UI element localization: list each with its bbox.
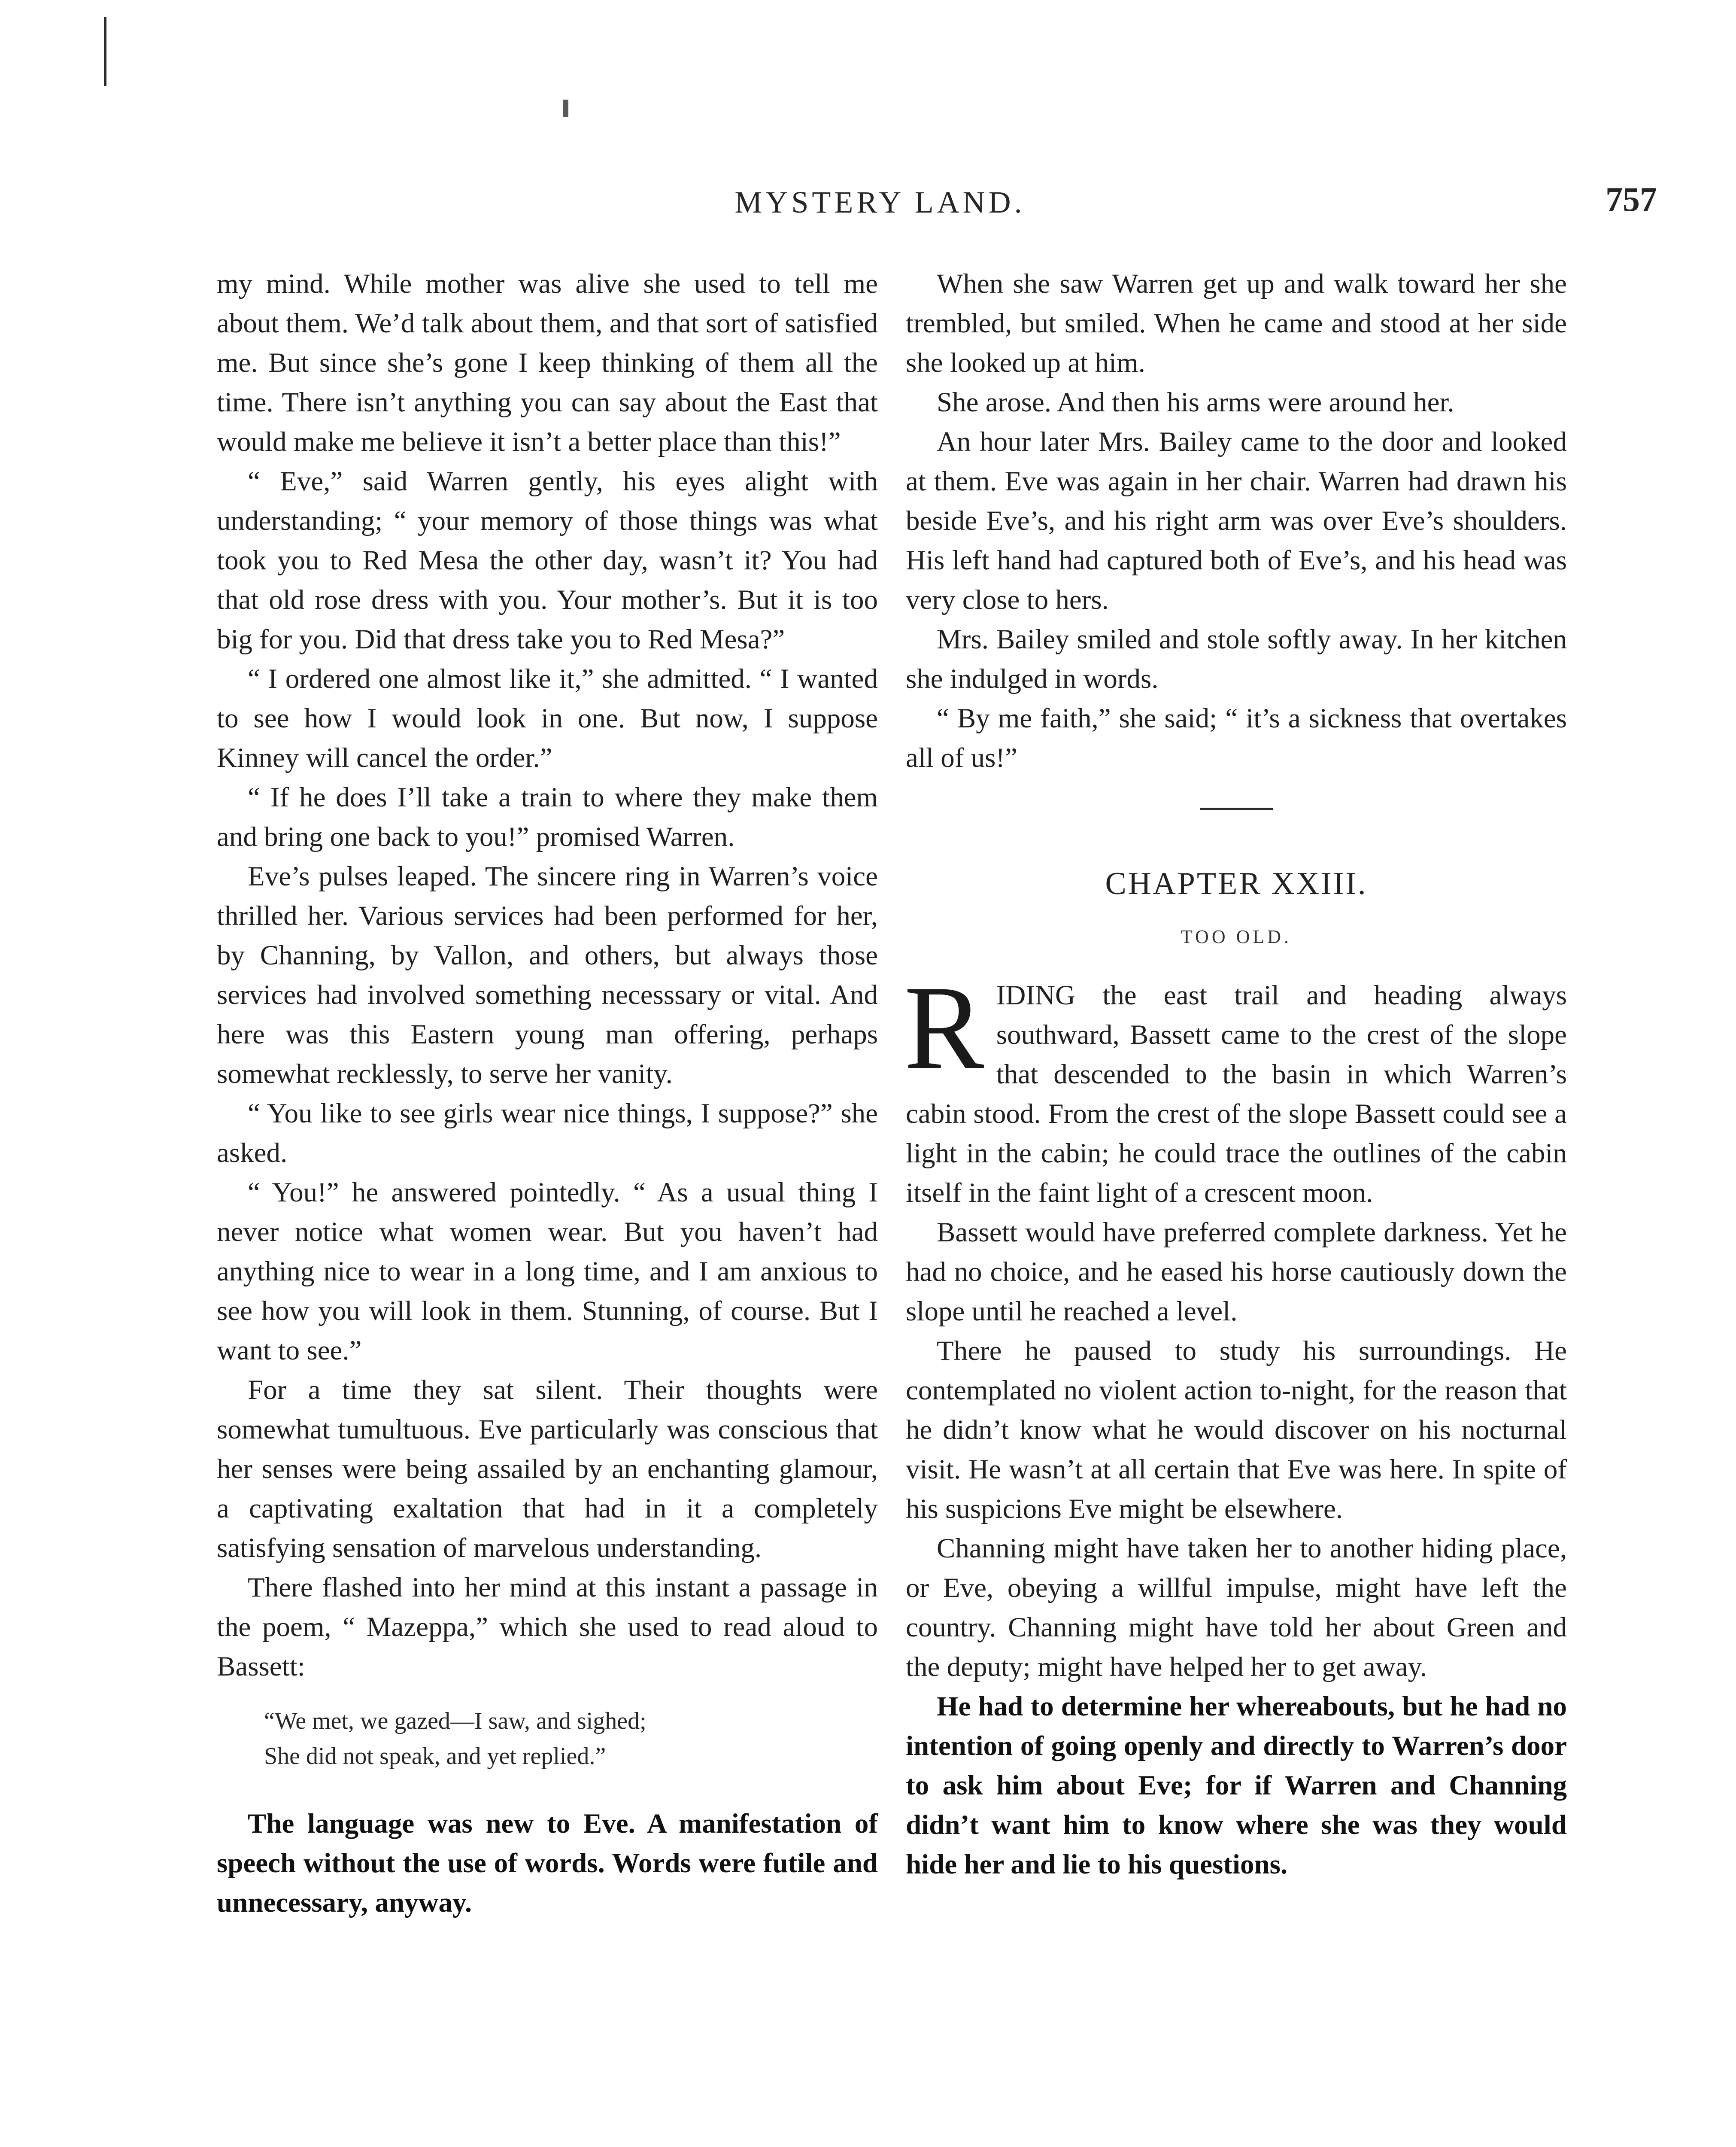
paragraph: “ By me faith,” she said; “ it’s a sickness that overtakes all of us!” — [906, 703, 1567, 773]
paragraph: “ Eve,” said Warren gently, his eyes alight with understanding; “ your memory of those things was what took you to Red Mesa the other day, wasn’t it? You had that old rose dress with you. Your mother’s. But it is too big for you. Did that dress take you to Red Mesa?” — [217, 466, 878, 655]
paragraph: Channing might have taken her to another hiding place, or Eve, obeying a willful impulse, might have left the country. Channing might have told her about Green and the deputy; might have helped her to get away. — [906, 1533, 1567, 1682]
right-column — [906, 264, 1567, 1884]
margin-mark — [104, 17, 106, 86]
section-divider — [1200, 808, 1273, 810]
poem-line: “We met, we gazed—I saw, and sighed; — [264, 1708, 646, 1734]
paragraph: When she saw Warren get up and walk toward her she trembled, but smiled. When he came and stood at her side she looked up at him. — [906, 268, 1567, 378]
paragraph: my mind. While mother was alive she used to tell me about them. We’d talk about them, and that sort of satisfied me. But since she’s gone I keep thinking of them all the time. There isn’t anything you can say about the East that would make me believe it isn’t a better place than this!” — [217, 268, 878, 457]
running-head-title: MYSTERY LAND. — [734, 185, 1026, 219]
paragraph: Eve’s pulses leaped. The sincere ring in Warren’s voice thrilled her. Various services had been performed for her, by Channing, by Vallon, and others, but always those services had involved something necesssary or vital. And here was this Eastern young man offering, perhaps somewhat recklessly, to serve her vanity. — [217, 861, 878, 1089]
chapter-heading: CHAPTER XXIII. — [1105, 866, 1368, 901]
chapter-subtitle: TOO OLD. — [1181, 926, 1292, 947]
paragraph: “ You like to see girls wear nice things, I suppose?” she asked. — [217, 1098, 878, 1168]
paragraph: “ I ordered one almost like it,” she admitted. “ I wanted to see how I would look in one. But now, I suppose Kinney will cancel the order.” — [217, 663, 878, 773]
paragraph: The language was new to Eve. A manifestation of speech without the use of words. Words were futile and unnecessary, anyway. — [217, 1808, 878, 1918]
drop-cap: R — [904, 961, 984, 1094]
paragraph: An hour later Mrs. Bailey came to the door and looked at them. Eve was again in her chair. Warren had drawn his beside Eve’s, and his right arm was over Eve’s shoulders. His left hand had captured both of Eve’s, and his head was very close to hers. — [906, 426, 1567, 615]
paragraph: There he paused to study his surroundings. He contemplated no violent action to-night, for the reason that he didn’t know what he would discover on his nocturnal visit. He wasn’t at all certain that Eve was here. In spite of his suspicions Eve might be elsewhere. — [906, 1335, 1567, 1524]
paragraph-text: IDING the east trail and heading always southward, Bassett came to the crest of the slope that descended to the basin in which Warren’s cabin stood. From the crest of the slope Bassett could see a light in the cabin; he could trace the outlines of the cabin itself in the faint light of a crescent moon. — [906, 980, 1567, 1208]
paragraph: Mrs. Bailey smiled and stole softly away. In her kitchen she indulged in words. — [906, 624, 1567, 694]
paragraph: Bassett would have preferred complete darkness. Yet he had no choice, and he eased his horse cautiously down the slope until he reached a level. — [906, 1217, 1567, 1327]
poem-line: She did not speak, and yet replied.” — [264, 1743, 606, 1770]
paragraph: “ You!” he answered pointedly. “ As a usual thing I never notice what women wear. But you haven’t had anything nice to wear in a long time, and I am anxious to see how you will look in them. Stunning, of course. But I want to see.” — [217, 1177, 878, 1366]
poem-quote — [264, 1703, 878, 1774]
paragraph: He had to determine her whereabouts, but he had no intention of going openly and directly to Warren’s door to ask him about Eve; for if Warren and Channing didn’t want him to know where she was they would hide her and lie to his questions. — [906, 1691, 1567, 1880]
paragraph: For a time they sat silent. Their thoughts were somewhat tumultuous. Eve particularly was conscious that her senses were being assailed by an enchanting glamour, a captivating exaltation that had in it a completely satisfying sensation of marvelous understanding. — [217, 1375, 878, 1563]
print-speck — [563, 100, 568, 117]
paragraph: There flashed into her mind at this instant a passage in the poem, “ Mazeppa,” which she used to read aloud to Bassett: — [217, 1572, 878, 1682]
paragraph: “ If he does I’ll take a train to where they make them and bring one back to you!” promised Warren. — [217, 782, 878, 852]
page-number: 757 — [1605, 181, 1657, 219]
chapter-opening-paragraph — [904, 961, 1567, 1213]
left-column — [217, 264, 878, 1922]
paragraph: She arose. And then his arms were around her. — [937, 387, 1454, 418]
